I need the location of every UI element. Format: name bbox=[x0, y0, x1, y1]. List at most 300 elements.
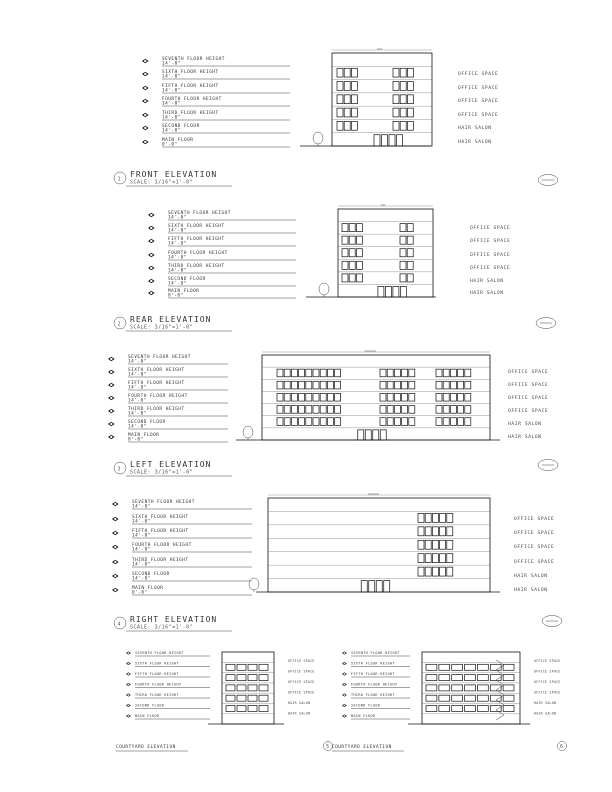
window bbox=[458, 369, 464, 377]
building-outline bbox=[338, 205, 433, 297]
window bbox=[387, 393, 393, 401]
window bbox=[277, 369, 283, 377]
level-marker-icon bbox=[142, 140, 149, 144]
window bbox=[503, 664, 514, 670]
window bbox=[465, 418, 471, 426]
window bbox=[299, 381, 305, 389]
space-use-label: HAIR SALON bbox=[470, 291, 504, 296]
window bbox=[349, 261, 355, 269]
level-marker-icon bbox=[126, 651, 131, 654]
elevation-title-block bbox=[114, 460, 232, 476]
window bbox=[503, 706, 514, 712]
window bbox=[407, 249, 413, 257]
level-height: 14'-0" bbox=[168, 281, 187, 287]
level-marker-icon bbox=[142, 126, 149, 130]
level-label: FIFTH FLOOR HEIGHT bbox=[132, 529, 189, 534]
level-label: THIRD FLOOR HEIGHT bbox=[168, 264, 225, 269]
level-height: 0'-0" bbox=[128, 437, 144, 443]
level-label: SECOND FLOOR bbox=[135, 703, 165, 708]
window bbox=[447, 540, 453, 549]
space-use-label: HAIR SALON bbox=[508, 422, 542, 427]
window bbox=[458, 406, 464, 414]
window bbox=[313, 381, 319, 389]
level-label: SIXTH FLOOR HEIGHT bbox=[162, 70, 219, 75]
tree-icon bbox=[319, 283, 329, 297]
window bbox=[418, 540, 424, 549]
tree-icon bbox=[313, 132, 323, 146]
window bbox=[407, 82, 413, 91]
window bbox=[327, 418, 333, 426]
window bbox=[349, 224, 355, 232]
window bbox=[291, 369, 297, 377]
window bbox=[344, 82, 350, 91]
space-use-label: OFFICE SPACE bbox=[288, 690, 315, 695]
window bbox=[440, 540, 446, 549]
level-marker-icon bbox=[142, 113, 149, 117]
window bbox=[407, 108, 413, 117]
window bbox=[394, 393, 400, 401]
storefront-opening bbox=[382, 135, 388, 146]
window bbox=[387, 406, 393, 414]
level-label: THIRD FLOOR HEIGHT bbox=[135, 693, 179, 697]
window bbox=[447, 527, 453, 536]
window bbox=[440, 527, 446, 536]
storefront-opening bbox=[393, 286, 399, 297]
level-marker-icon bbox=[342, 693, 347, 696]
window bbox=[393, 108, 399, 117]
window bbox=[439, 675, 450, 681]
elevation-scale: SCALE: 3/16"=1'-0" bbox=[130, 469, 194, 476]
level-label: SIXTH FLOOR HEIGHT bbox=[128, 368, 185, 373]
window bbox=[237, 685, 246, 691]
space-use-label: OFFICE SPACE bbox=[514, 531, 555, 536]
level-height: 14'-0" bbox=[128, 411, 147, 417]
window bbox=[432, 527, 438, 536]
window bbox=[327, 393, 333, 401]
window bbox=[226, 664, 235, 670]
window bbox=[335, 393, 341, 401]
level-height: 14'-0" bbox=[162, 74, 181, 80]
window bbox=[299, 369, 305, 377]
window bbox=[356, 249, 362, 257]
space-use-label: OFFICE SPACE bbox=[508, 409, 549, 414]
window bbox=[299, 393, 305, 401]
window bbox=[226, 695, 235, 701]
window bbox=[400, 249, 406, 257]
window bbox=[259, 685, 268, 691]
window bbox=[306, 406, 312, 414]
level-marker-icon bbox=[148, 279, 155, 283]
window bbox=[477, 675, 488, 681]
level-marker-icon bbox=[126, 704, 131, 707]
elevation-title-block bbox=[116, 744, 188, 751]
window bbox=[313, 418, 319, 426]
window bbox=[349, 274, 355, 282]
window bbox=[426, 685, 437, 691]
window bbox=[284, 381, 290, 389]
window bbox=[291, 406, 297, 414]
building-outline bbox=[268, 494, 490, 592]
window bbox=[477, 664, 488, 670]
space-use-label: OFFICE SPACE bbox=[514, 545, 555, 550]
space-use-label: OFFICE SPACE bbox=[508, 383, 549, 388]
elevation-title: RIGHT ELEVATION bbox=[130, 615, 218, 624]
level-marker-icon bbox=[126, 714, 131, 717]
level-height: 14'-0" bbox=[132, 547, 151, 553]
window bbox=[335, 369, 341, 377]
level-label: SEVENTH FLOOR HEIGHT bbox=[162, 57, 225, 62]
window bbox=[407, 121, 413, 130]
window bbox=[284, 393, 290, 401]
level-label: MAIN FLOOR bbox=[135, 714, 160, 718]
window bbox=[458, 381, 464, 389]
window bbox=[400, 261, 406, 269]
window bbox=[277, 393, 283, 401]
window bbox=[342, 224, 348, 232]
level-height: 14'-0" bbox=[132, 533, 151, 539]
window bbox=[477, 706, 488, 712]
window bbox=[418, 554, 424, 563]
elevation-number: 6 bbox=[560, 744, 564, 750]
space-use-label: OFFICE SPACE bbox=[458, 86, 499, 91]
key-bubble-icon bbox=[538, 460, 558, 471]
level-marker-icon bbox=[342, 704, 347, 707]
window bbox=[393, 95, 399, 104]
space-use-label: OFFICE SPACE bbox=[288, 680, 315, 684]
storefront-opening bbox=[400, 286, 406, 297]
space-use-label: OFFICE SPACE bbox=[470, 266, 511, 271]
elevation-scale: SCALE: 3/16"=1'-0" bbox=[130, 324, 194, 331]
window bbox=[465, 664, 476, 670]
space-use-label: HAIR SALON bbox=[288, 701, 311, 705]
window bbox=[342, 236, 348, 244]
window bbox=[447, 513, 453, 522]
space-use-label: OFFICE SPACE bbox=[514, 560, 555, 565]
window bbox=[443, 393, 449, 401]
space-use-label: HAIR SALON bbox=[514, 588, 548, 593]
window bbox=[335, 406, 341, 414]
window bbox=[400, 68, 406, 77]
level-label: MAIN FLOOR bbox=[162, 138, 194, 143]
window bbox=[426, 675, 437, 681]
window bbox=[342, 261, 348, 269]
window bbox=[320, 369, 326, 377]
space-use-label: HAIR SALON bbox=[458, 126, 492, 131]
window bbox=[425, 540, 431, 549]
storefront-opening bbox=[378, 286, 384, 297]
building-outline bbox=[222, 652, 274, 724]
window bbox=[320, 393, 326, 401]
space-use-label: OFFICE SPACE bbox=[508, 370, 549, 375]
window bbox=[503, 685, 514, 691]
level-label: SIXTH FLOOR HEIGHT bbox=[132, 515, 189, 520]
window bbox=[407, 236, 413, 244]
window bbox=[248, 706, 257, 712]
level-marker-icon bbox=[142, 59, 149, 63]
level-height: 14'-0" bbox=[168, 215, 187, 221]
elevation-title: LEFT ELEVATION bbox=[130, 460, 212, 469]
window bbox=[400, 95, 406, 104]
window bbox=[277, 418, 283, 426]
level-label: FIFTH FLOOR HEIGHT bbox=[168, 237, 225, 242]
window bbox=[380, 393, 386, 401]
space-use-label: HAIR SALON bbox=[534, 711, 557, 716]
window bbox=[407, 261, 413, 269]
window bbox=[351, 68, 357, 77]
window bbox=[452, 685, 463, 691]
level-label: SECOND FLOOR bbox=[132, 572, 170, 577]
window bbox=[407, 68, 413, 77]
window bbox=[337, 95, 343, 104]
window bbox=[344, 95, 350, 104]
window bbox=[237, 675, 246, 681]
window bbox=[259, 695, 268, 701]
window bbox=[439, 695, 450, 701]
elevation-title-block bbox=[332, 744, 404, 751]
storefront-opening bbox=[397, 135, 403, 146]
window bbox=[400, 108, 406, 117]
window bbox=[440, 567, 446, 576]
window bbox=[327, 406, 333, 414]
window bbox=[450, 418, 456, 426]
level-marker-icon bbox=[112, 502, 119, 506]
window bbox=[418, 513, 424, 522]
level-label: THIRD FLOOR HEIGHT bbox=[162, 111, 219, 116]
elevation-3 bbox=[108, 351, 558, 476]
elevation-number: 3 bbox=[117, 466, 122, 473]
level-label: SIXTH FLOOR HEIGHT bbox=[351, 661, 395, 666]
level-label: FIFTH FLOOR HEIGHT bbox=[162, 84, 219, 89]
elevation-title: REAR ELEVATION bbox=[130, 315, 212, 324]
window bbox=[436, 393, 442, 401]
tree-icon bbox=[249, 578, 259, 592]
window bbox=[400, 82, 406, 91]
space-use-label: OFFICE SPACE bbox=[288, 669, 315, 674]
window bbox=[450, 406, 456, 414]
window bbox=[426, 695, 437, 701]
space-use-label: HAIR SALON bbox=[514, 574, 548, 579]
window bbox=[306, 393, 312, 401]
window bbox=[402, 393, 408, 401]
level-label: SIXTH FLOOR HEIGHT bbox=[168, 224, 225, 229]
storefront-opening bbox=[376, 581, 382, 592]
window bbox=[313, 406, 319, 414]
window bbox=[284, 418, 290, 426]
window bbox=[327, 369, 333, 377]
level-label: THIRD FLOOR HEIGHT bbox=[128, 407, 185, 412]
window bbox=[277, 381, 283, 389]
window bbox=[335, 381, 341, 389]
level-marker-icon bbox=[108, 370, 115, 374]
level-marker-icon bbox=[342, 683, 347, 686]
tree-icon bbox=[243, 426, 253, 440]
elevation-number: 5 bbox=[326, 744, 330, 750]
window bbox=[259, 664, 268, 670]
elevation-title-block bbox=[114, 315, 232, 331]
window bbox=[458, 418, 464, 426]
level-label: FOURTH FLOOR HEIGHT bbox=[351, 682, 398, 687]
window bbox=[394, 406, 400, 414]
level-marker-icon bbox=[342, 714, 347, 717]
space-use-label: HAIR SALON bbox=[458, 140, 492, 145]
elevation-1 bbox=[114, 49, 558, 186]
elevation-title: FRONT ELEVATION bbox=[130, 170, 218, 179]
level-height: 14'-0" bbox=[128, 372, 147, 378]
level-marker-icon bbox=[112, 574, 119, 578]
level-height: 14'-0" bbox=[162, 128, 181, 134]
level-label: FOURTH FLOOR HEIGHT bbox=[162, 97, 222, 102]
storefront-opening bbox=[385, 286, 391, 297]
key-bubble-icon bbox=[558, 742, 567, 751]
window bbox=[380, 369, 386, 377]
level-label: THIRD FLOOR HEIGHT bbox=[351, 693, 395, 697]
window bbox=[342, 274, 348, 282]
window bbox=[387, 381, 393, 389]
level-height: 14'-0" bbox=[128, 359, 147, 365]
storefront-opening bbox=[380, 430, 386, 440]
level-label: SEVENTH FLOOR HEIGHT bbox=[132, 500, 195, 505]
window bbox=[402, 418, 408, 426]
storefront-opening bbox=[384, 581, 390, 592]
space-use-label: OFFICE SPACE bbox=[534, 669, 561, 674]
space-use-label: OFFICE SPACE bbox=[470, 253, 511, 258]
window bbox=[337, 68, 343, 77]
window bbox=[409, 381, 415, 389]
window bbox=[248, 664, 257, 670]
window bbox=[477, 685, 488, 691]
window bbox=[407, 274, 413, 282]
space-use-label: OFFICE SPACE bbox=[288, 659, 315, 663]
window bbox=[291, 381, 297, 389]
window bbox=[277, 406, 283, 414]
window bbox=[436, 406, 442, 414]
level-label: MAIN FLOOR bbox=[132, 586, 164, 591]
window bbox=[432, 567, 438, 576]
window bbox=[439, 706, 450, 712]
window bbox=[320, 381, 326, 389]
window bbox=[387, 418, 393, 426]
level-label: SECOND FLOOR bbox=[351, 703, 381, 708]
window bbox=[450, 381, 456, 389]
level-height: 14'-0" bbox=[162, 61, 181, 67]
level-label: SEVENTH FLOOR HEIGHT bbox=[135, 651, 184, 655]
window bbox=[226, 706, 235, 712]
level-height: 0'-0" bbox=[132, 590, 148, 596]
level-marker-icon bbox=[112, 560, 119, 564]
window bbox=[313, 369, 319, 377]
window bbox=[344, 121, 350, 130]
window bbox=[259, 675, 268, 681]
level-label: SEVENTH FLOOR HEIGHT bbox=[168, 211, 231, 216]
storefront-opening bbox=[369, 581, 375, 592]
window bbox=[291, 393, 297, 401]
space-use-label: OFFICE SPACE bbox=[470, 226, 511, 231]
level-marker-icon bbox=[108, 435, 115, 439]
level-height: 14'-0" bbox=[168, 255, 187, 261]
window bbox=[306, 369, 312, 377]
window bbox=[432, 513, 438, 522]
window bbox=[447, 554, 453, 563]
level-marker-icon bbox=[142, 72, 149, 76]
window bbox=[432, 540, 438, 549]
level-height: 14'-0" bbox=[162, 88, 181, 94]
level-height: 14'-0" bbox=[162, 101, 181, 107]
window bbox=[351, 82, 357, 91]
level-label: SIXTH FLOOR HEIGHT bbox=[135, 661, 179, 666]
window bbox=[356, 224, 362, 232]
level-height: 14'-0" bbox=[168, 241, 187, 247]
space-use-label: OFFICE SPACE bbox=[458, 113, 499, 118]
level-marker-icon bbox=[148, 226, 155, 230]
level-marker-icon bbox=[142, 99, 149, 103]
window bbox=[394, 369, 400, 377]
window bbox=[337, 121, 343, 130]
storefront-opening bbox=[374, 135, 380, 146]
window bbox=[409, 406, 415, 414]
level-marker-icon bbox=[342, 662, 347, 665]
level-height: 14'-0" bbox=[168, 268, 187, 274]
elevation-scale: SCALE: 3/16"=1'-0" bbox=[130, 624, 194, 631]
level-label: SECOND FLOOR bbox=[162, 124, 200, 129]
level-label: FOURTH FLOOR HEIGHT bbox=[128, 394, 188, 399]
level-label: THIRD FLOOR HEIGHT bbox=[132, 558, 189, 563]
level-marker-icon bbox=[148, 253, 155, 257]
window bbox=[443, 381, 449, 389]
level-label: SEVENTH FLOOR HEIGHT bbox=[351, 651, 400, 655]
level-height: 14'-0" bbox=[128, 385, 147, 391]
window bbox=[426, 664, 437, 670]
window bbox=[356, 236, 362, 244]
storefront-opening bbox=[373, 430, 379, 440]
space-use-label: HAIR SALON bbox=[508, 435, 542, 440]
window bbox=[356, 274, 362, 282]
level-marker-icon bbox=[148, 266, 155, 270]
window bbox=[443, 369, 449, 377]
window bbox=[450, 393, 456, 401]
level-marker-icon bbox=[148, 213, 155, 217]
level-label: FIFTH FLOOR HEIGHT bbox=[351, 672, 395, 676]
window bbox=[299, 418, 305, 426]
space-use-label: OFFICE SPACE bbox=[534, 680, 561, 684]
space-use-label: OFFICE SPACE bbox=[534, 690, 561, 695]
window bbox=[452, 706, 463, 712]
window bbox=[237, 664, 246, 670]
window bbox=[426, 706, 437, 712]
building-outline bbox=[422, 652, 520, 724]
window bbox=[380, 381, 386, 389]
level-label: MAIN FLOOR bbox=[168, 289, 200, 294]
window bbox=[320, 406, 326, 414]
window bbox=[409, 369, 415, 377]
level-marker-icon bbox=[112, 531, 119, 535]
storefront-opening bbox=[361, 581, 367, 592]
space-use-label: HAIR SALON bbox=[288, 711, 311, 716]
window bbox=[490, 664, 501, 670]
window bbox=[477, 695, 488, 701]
level-label: FOURTH FLOOR HEIGHT bbox=[132, 543, 192, 548]
window bbox=[306, 381, 312, 389]
window bbox=[284, 406, 290, 414]
window bbox=[452, 664, 463, 670]
window bbox=[440, 554, 446, 563]
elevation-number: 1 bbox=[117, 176, 122, 183]
level-label: FOURTH FLOOR HEIGHT bbox=[168, 251, 228, 256]
space-use-label: OFFICE SPACE bbox=[508, 396, 549, 401]
window bbox=[313, 393, 319, 401]
window bbox=[226, 675, 235, 681]
window bbox=[299, 406, 305, 414]
level-height: 14'-0" bbox=[132, 504, 151, 510]
